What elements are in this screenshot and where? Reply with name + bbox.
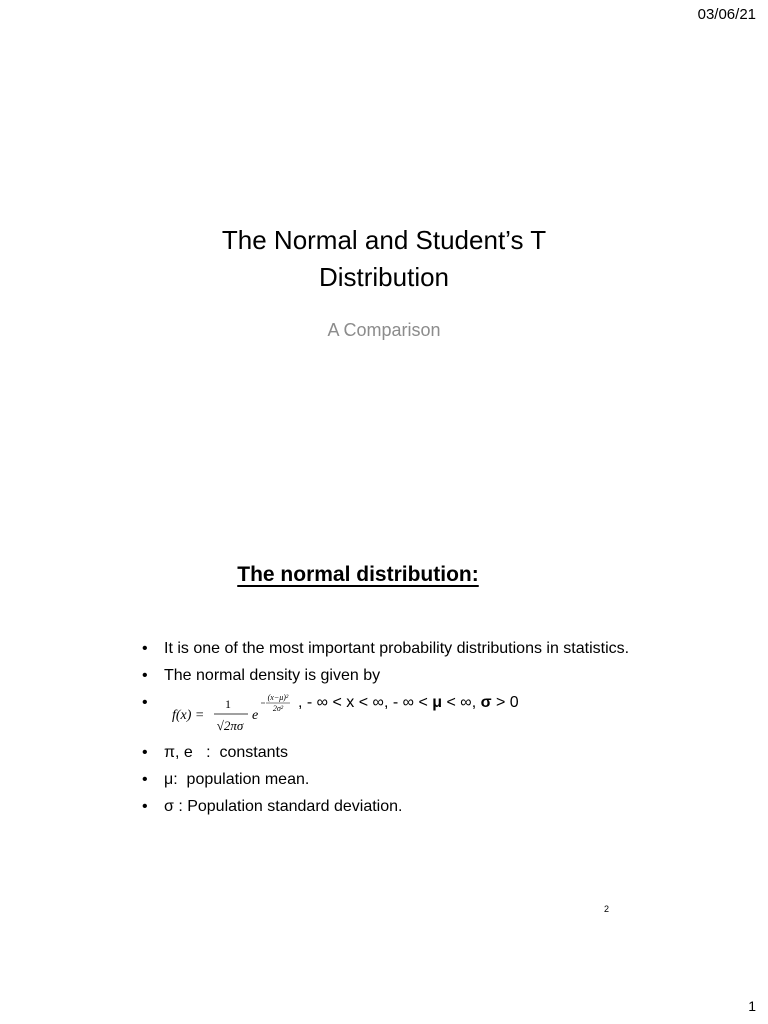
list-item [142, 665, 662, 686]
formula-lhs: f(x) = [172, 708, 205, 723]
formula-item [142, 692, 662, 736]
list-item [142, 796, 662, 817]
list-item [142, 638, 662, 659]
list-item [142, 742, 662, 763]
slide-1-title [0, 222, 768, 296]
list-item [142, 769, 662, 790]
bullet-text: σ : Population standard deviation. [164, 798, 403, 815]
formula-numerator: 1 [225, 697, 231, 711]
bullet-text: The normal density is given by [164, 667, 381, 684]
bullet-text: It is one of the most important probability distributions in statistics. [164, 640, 630, 657]
date-stamp: 03/06/21 [697, 6, 756, 23]
bullet-text: μ: population mean. [164, 771, 310, 788]
title-line-1: The Normal and Student’s T [221, 225, 547, 255]
normal-density-formula [172, 692, 302, 736]
formula-base: e [252, 708, 259, 723]
bullet-marker: • [142, 694, 148, 711]
formula-exponent-denominator: 2σ² [272, 704, 284, 713]
slide-2-heading: The normal distribution: [237, 563, 479, 586]
bullet-marker: • [142, 771, 148, 788]
range-part-3: > 0 [496, 694, 519, 711]
bullet-list [142, 638, 662, 823]
range-part-1: , - ∞ < x < ∞, - ∞ < [298, 694, 428, 711]
slide-number: 2 [604, 904, 610, 914]
bullet-marker: • [142, 744, 148, 761]
bullet-marker: • [142, 640, 148, 657]
bullet-marker: • [142, 667, 148, 684]
slide-1-subtitle: A Comparison [327, 320, 441, 340]
bullet-marker: • [142, 798, 148, 815]
page-number: 1 [748, 998, 756, 1014]
formula-range [298, 692, 519, 713]
formula-denominator: √2πσ [216, 718, 244, 733]
mu-symbol: μ [432, 694, 443, 711]
sigma-symbol: σ [480, 694, 492, 711]
bullet-text: π, e : constants [164, 744, 288, 761]
formula-exponent-numerator: (x−μ)² [267, 693, 289, 702]
title-line-2: Distribution [318, 262, 450, 292]
range-part-2: < ∞, [446, 694, 477, 711]
